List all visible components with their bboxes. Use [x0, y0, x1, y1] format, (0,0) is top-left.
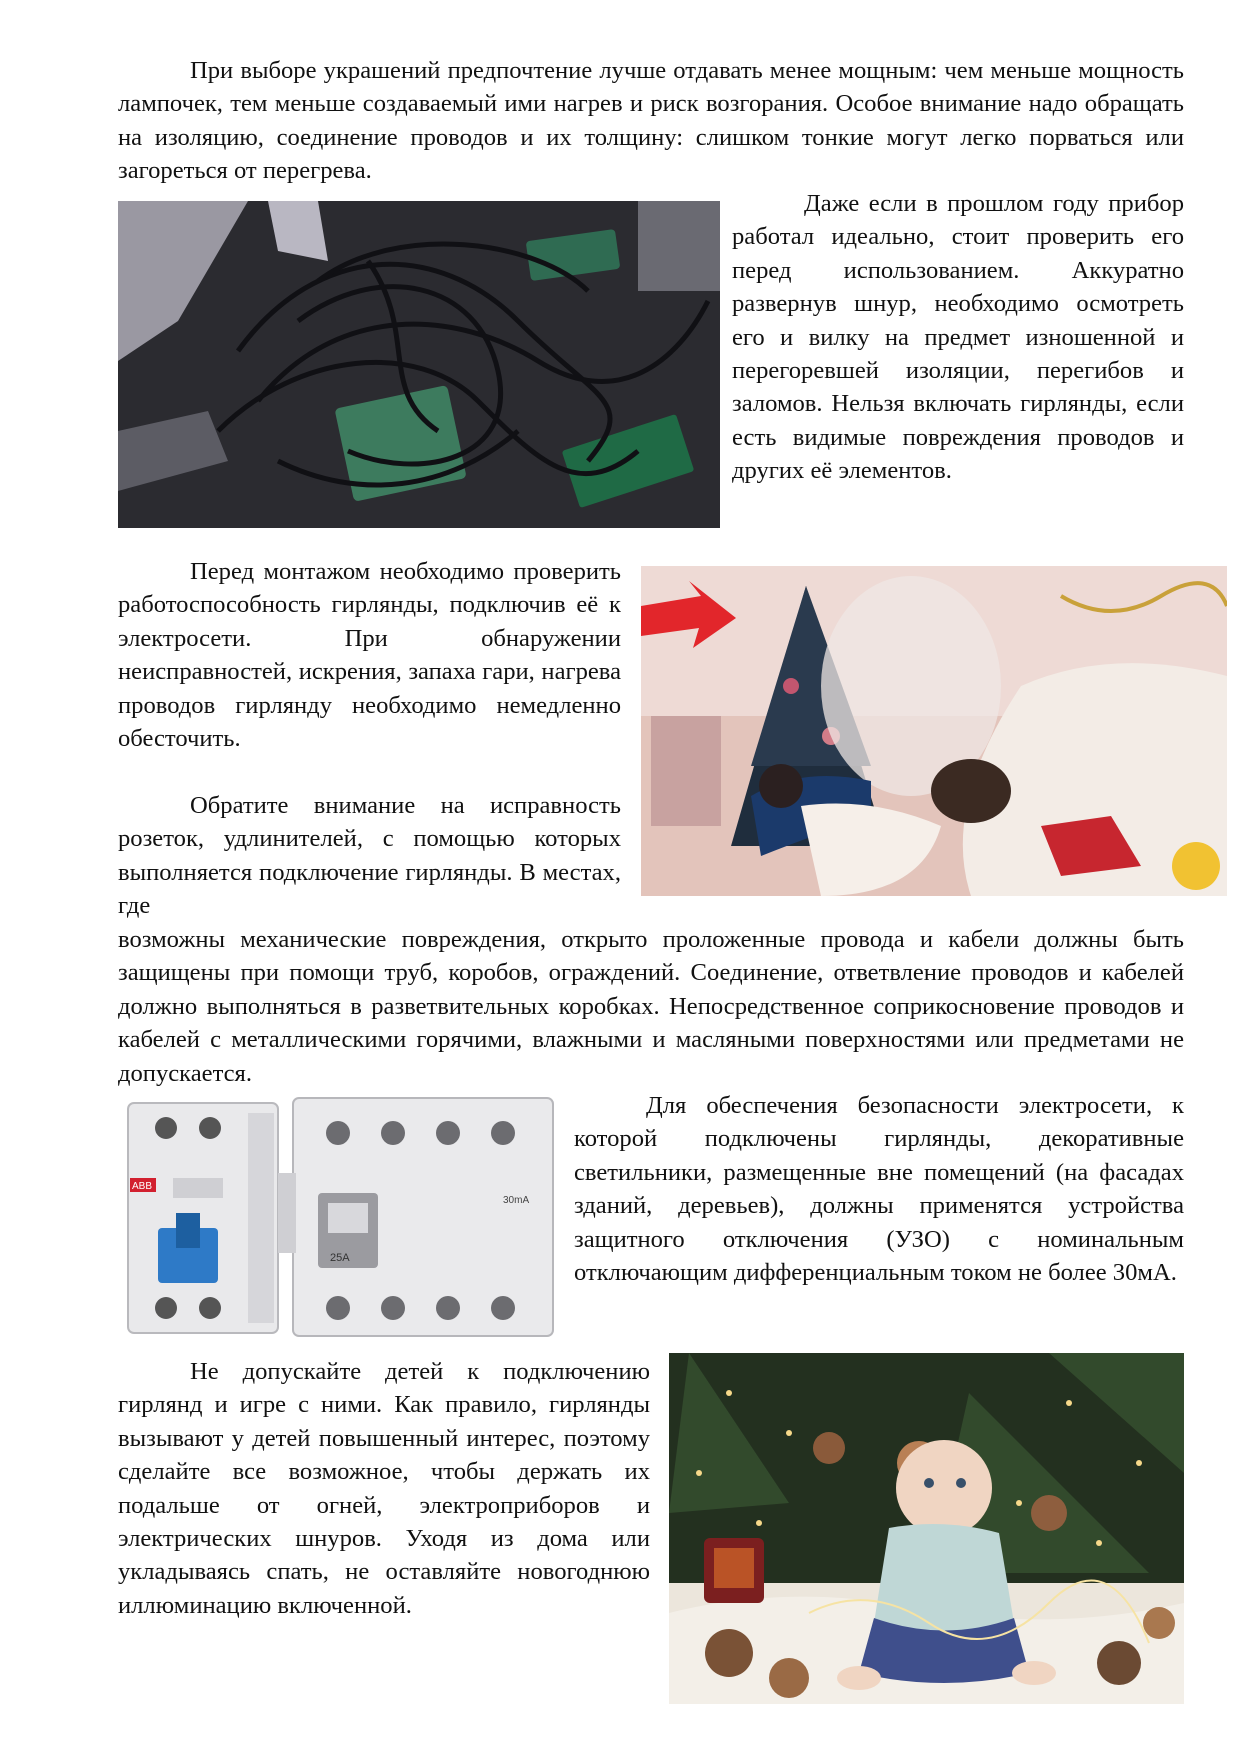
rcd-devices-photo [118, 1093, 558, 1341]
baby-garland-illustration [669, 1353, 1184, 1704]
tree-fire-illustration [641, 566, 1227, 896]
paragraph-sockets-continued: возможны механические повреждения, открыто проложенные провода и кабели должны быть защищены при помощи труб, коробов, ограждений. Соединение, ответвление проводов и кабелей должно выполняться в разветвительных коробках. Непосредственное соприкосновение проводов и кабелей с металлическими горячими, влажными и масляными поверхностями или предметами не допускается. [118, 926, 1184, 1087]
paragraph-check-device: Даже если в прошлом году прибор работал идеально, стоит проверить его перед использованием. Аккуратно развернув шнур, необходимо осмотреть его и вилку на предмет изношенной и перегоревшей изоляции, перегибов и заломов. Нельзя включать гирлянды, если есть видимые повреждения проводов и других её элементов. [732, 190, 1184, 485]
baby-garland-photo [669, 1353, 1184, 1704]
rcd-rating-label: 25A [330, 1252, 350, 1264]
paragraph-rcd: Для обеспечения безопасности электросети, к которой подключены гирлянды, декоративные светильники, размещенные вне помещений (на фасадах зданий, деревьев), должны применятся устройства защитного отключения (УЗО) с номинальным отключающим дифференциальным током не более 30мА. [574, 1092, 1184, 1287]
rcd-brand-label: ABB [132, 1181, 153, 1192]
paragraph-sockets-start: Обратите внимание на исправность розеток, удлинителей, с помощью которых выполняется подключение гирлянды. В местах, где [118, 792, 621, 920]
rcd-current-label: 30mA [503, 1195, 530, 1206]
tree-fire-photo [641, 566, 1227, 896]
garland-wires-illustration [118, 201, 720, 528]
paragraph-children: Не допускайте детей к подключению гирлянд и игре с ними. Как правило, гирлянды вызывают у детей повышенный интерес, поэтому сделайте все возможное, чтобы держать их подальше от огней, электроприборов и электрических шнуров. Уходя из дома или укладываясь спать, не оставляйте новогоднюю иллюминацию включенной. [118, 1358, 650, 1619]
paragraph-test-before-mount: Перед монтажом необходимо проверить работоспособность гирлянды, подключив её к электросети. При обнаружении неисправностей, искрения, запаха гари, нагрева проводов гирлянду необходимо немедленно обесточить. [118, 558, 621, 753]
garland-wires-photo [118, 201, 720, 528]
paragraph-decorations-power: При выборе украшений предпочтение лучше отдавать менее мощным: чем меньше мощность лампочек, тем меньше создаваемый ими нагрев и риск возгорания. Особое внимание надо обращать на изоляцию, соединение проводов и их толщину: слишком тонкие могут легко порваться или загореться от перегрева. [118, 57, 1184, 185]
rcd-devices-illustration [118, 1093, 558, 1341]
